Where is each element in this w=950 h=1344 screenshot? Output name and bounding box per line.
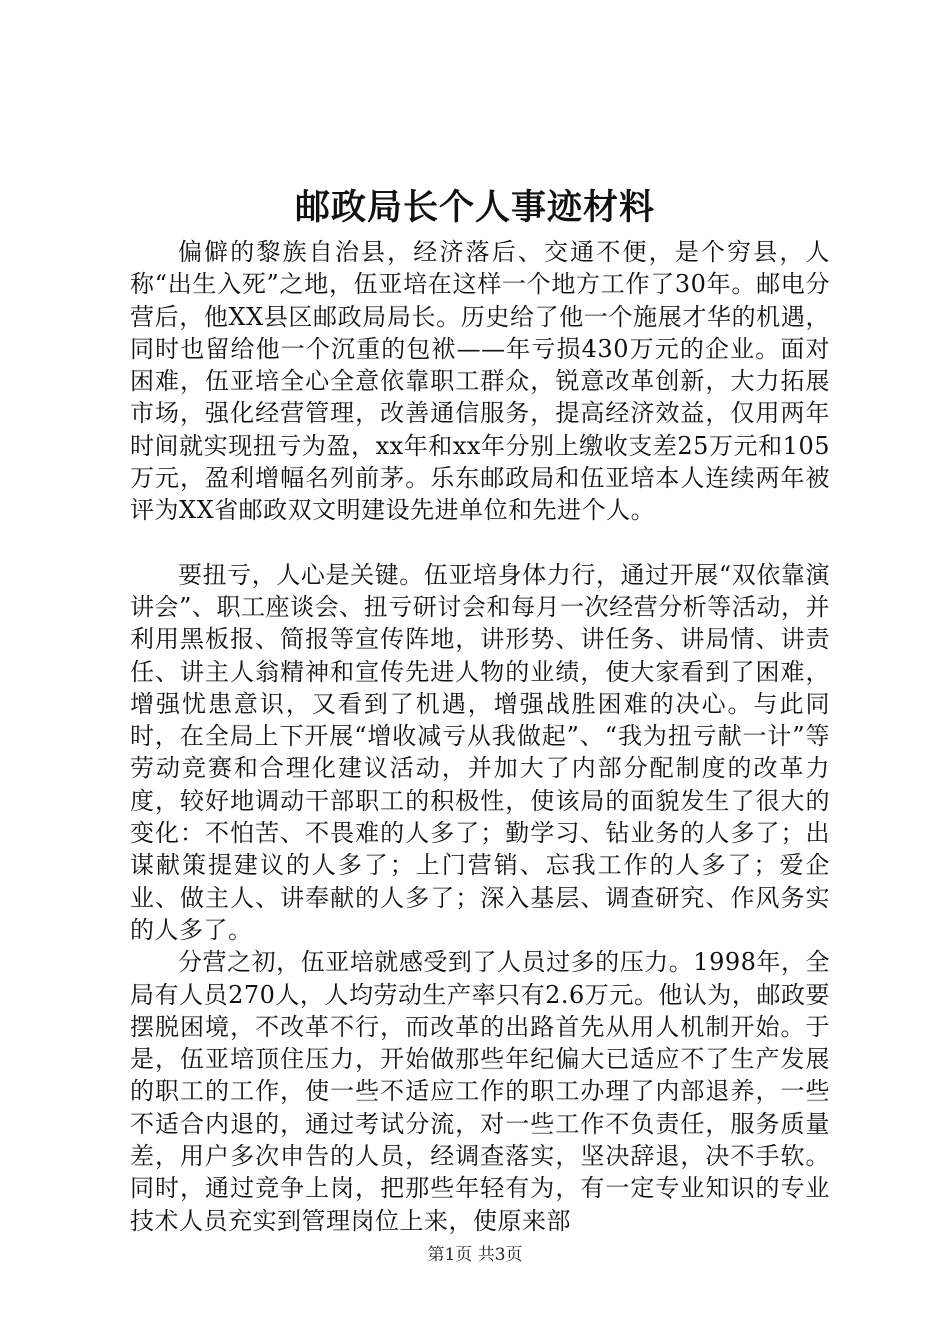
paragraph-3: 分营之初，伍亚培就感受到了人员过多的压力。1998年，全局有人员270人，人均劳动生产率只有2.6万元。他认为，邮政要摆脱困境，不改革不行，而改革的出路首先从用人机制开始。于是，伍亚培顶住压力，开始做那些年纪偏大已适应不了生产发展的职工的工作，使一些不适应工作的职工办理了内部退养，一些不适合内退的，通过考试分流，对一些工作不负责任，服务质量差，用户多次申告的人员，经调查落实，坚决辞退，决不手软。同时，通过竞争上岗，把那些年轻有为，有一定专业知识的专业技术人员充实到管理岗位上来，使原来部 — [130, 948, 830, 1235]
paragraph-2: 要扭亏，人心是关键。伍亚培身体力行，通过开展“双依靠演讲会”、职工座谈会、扭亏研讨会和每月一次经营分析等活动，并利用黑板报、简报等宣传阵地，讲形势、讲任务、讲局情、讲责任、讲主人翁精神和宣传先进人物的业绩，使大家看到了困难，增强忧患意识，又看到了机遇，增强战胜困难的决心。与此同时，在全局上下开展“增收减亏从我做起”、“我为扭亏献一计”等劳动竞赛和合理化建议活动，并加大了内部分配制度的改革力度，较好地调动干部职工的积极性，使该局的面貌发生了很大的变化：不怕苦、不畏难的人多了；勤学习、钻业务的人多了；出谋献策提建议的人多了；上门营销、忘我工作的人多了；爱企业、做主人、讲奉献的人多了；深入基层、调查研究、作风务实的人多了。 — [130, 560, 830, 944]
document-title: 邮政局长个人事迹材料 — [294, 187, 655, 228]
page-footer: 第1页 共3页 — [427, 1245, 523, 1265]
document-body — [130, 236, 830, 1237]
paragraph-1: 偏僻的黎族自治县，经济落后、交通不便，是个穷县，人称“出生入死”之地，伍亚培在这样一个地方工作了30年。邮电分营后，他XX县区邮政局局长。历史给了他一个施展才华的机遇，同时也留给他一个沉重的包袱——年亏损430万元的企业。面对困难，伍亚培全心全意依靠职工群众，锐意改革创新，大力拓展市场，强化经营管理，改善通信服务，提高经济效益，仅用两年时间就实现扭亏为盈，xx年和xx年分别上缴收支差25万元和105万元，盈利增幅名列前茅。乐东邮政局和伍亚培本人连续两年被评为XX省邮政双文明建设先进单位和先进个人。 — [130, 238, 830, 525]
